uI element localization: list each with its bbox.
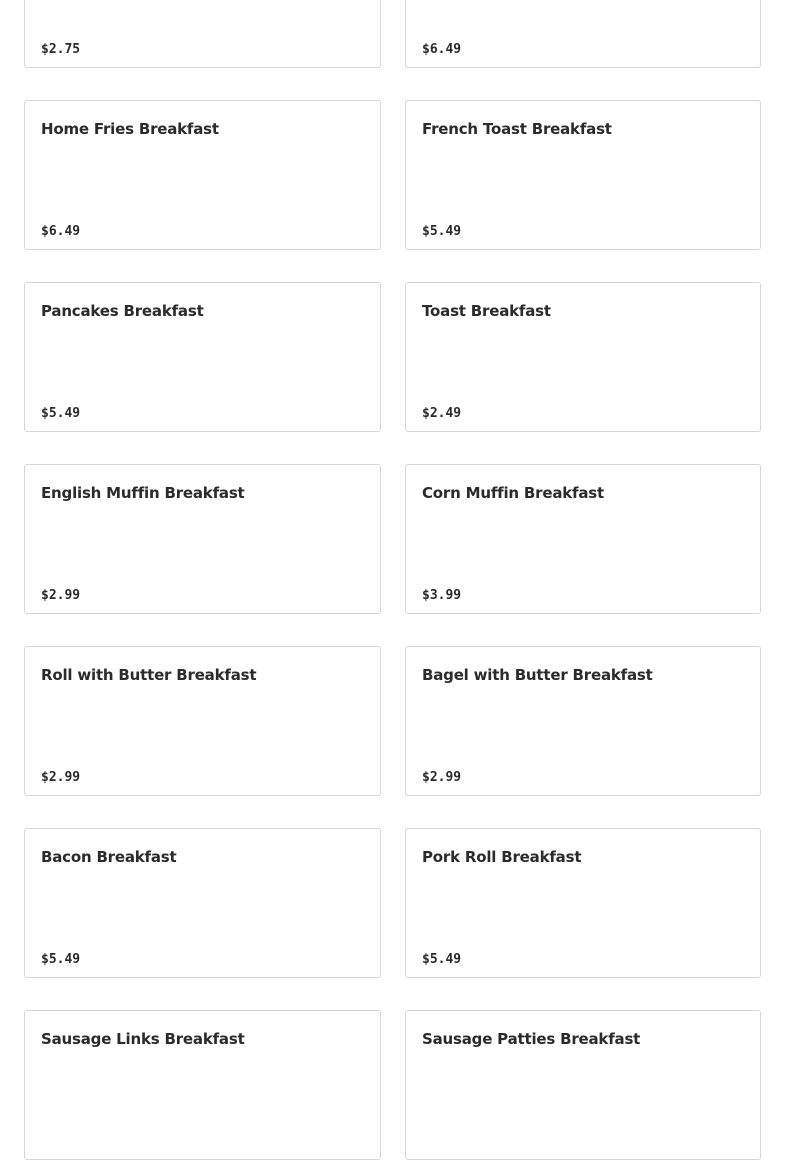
menu-item-card[interactable] [24,282,381,432]
menu-item-price: $3.99 [422,588,462,603]
menu-item-card[interactable] [405,100,761,250]
menu-item-price: $2.75 [41,42,81,57]
menu-item-card[interactable] [405,1010,761,1160]
menu-item-name: Toast Breakfast [422,302,551,320]
menu-item-card[interactable] [24,0,381,68]
menu-item-card[interactable] [405,464,761,614]
menu-item-card[interactable] [24,100,381,250]
menu-item-name: Home Fries Breakfast [41,120,219,138]
menu-item-price: $5.49 [422,224,462,239]
menu-item-card[interactable] [405,282,761,432]
menu-item-price: $2.49 [422,406,462,421]
menu-item-price: $6.49 [41,224,81,239]
menu-item-price: $2.99 [41,770,81,785]
menu-item-card[interactable] [405,828,761,978]
menu-item-price: $5.49 [41,952,81,967]
menu-item-price: $2.99 [41,588,81,603]
menu-item-card[interactable] [24,1010,381,1160]
menu-item-card[interactable] [405,646,761,796]
menu-items-grid [24,0,761,1160]
menu-item-card[interactable] [24,464,381,614]
menu-item-name: Roll with Butter Breakfast [41,666,257,684]
menu-item-name: Sausage Links Breakfast [41,1030,245,1048]
menu-item-price: $2.99 [422,770,462,785]
menu-item-price: $6.49 [422,42,462,57]
menu-item-name: Pork Roll Breakfast [422,848,582,866]
menu-item-card[interactable] [405,0,761,68]
menu-item-price: $5.49 [422,952,462,967]
menu-item-name: French Toast Breakfast [422,120,612,138]
menu-item-price: $5.49 [41,406,81,421]
menu-item-card[interactable] [24,828,381,978]
menu-item-name: Bacon Breakfast [41,848,177,866]
menu-item-card[interactable] [24,646,381,796]
menu-item-name: English Muffin Breakfast [41,484,245,502]
menu-item-name: Corn Muffin Breakfast [422,484,604,502]
menu-item-name: Sausage Patties Breakfast [422,1030,641,1048]
menu-item-name: Bagel with Butter Breakfast [422,666,653,684]
menu-item-name: Pancakes Breakfast [41,302,204,320]
